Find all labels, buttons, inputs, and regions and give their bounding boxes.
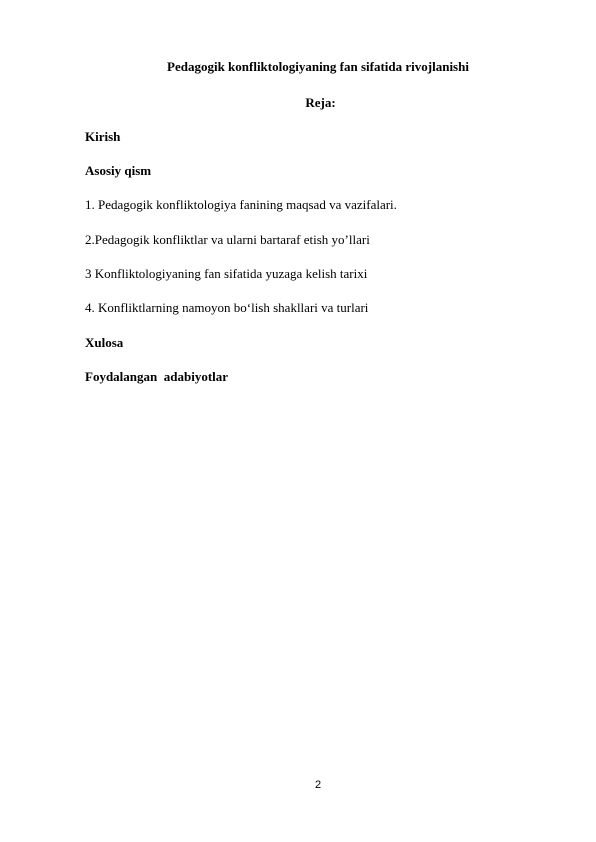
plan-item-1: 1. Pedagogik konfliktologiya fanining maqsad va vazifalari.	[85, 197, 397, 212]
plan-item-main-part: Asosiy qism	[85, 163, 152, 178]
plan-item-references: Foydalangan adabiyotlar	[85, 369, 229, 384]
plan-item-3: 3 Konfliktologiyaning fan sifatida yuzaga kelish tarixi	[85, 266, 368, 281]
plan-item-4: 4. Konfliktlarning namoyon bo‘lish shakllari va turlari	[85, 300, 369, 315]
plan-heading: Reja:	[305, 95, 336, 110]
page-number: 2	[314, 779, 322, 791]
plan-item-conclusion: Xulosa	[85, 335, 124, 350]
plan-item-intro: Kirish	[85, 129, 121, 144]
document-title: Pedagogik konfliktologiyaning fan sifatida rivojlanishi	[167, 59, 469, 74]
plan-item-2: 2.Pedagogik konfliktlar va ularni bartaraf etish yo’llari	[85, 232, 370, 247]
